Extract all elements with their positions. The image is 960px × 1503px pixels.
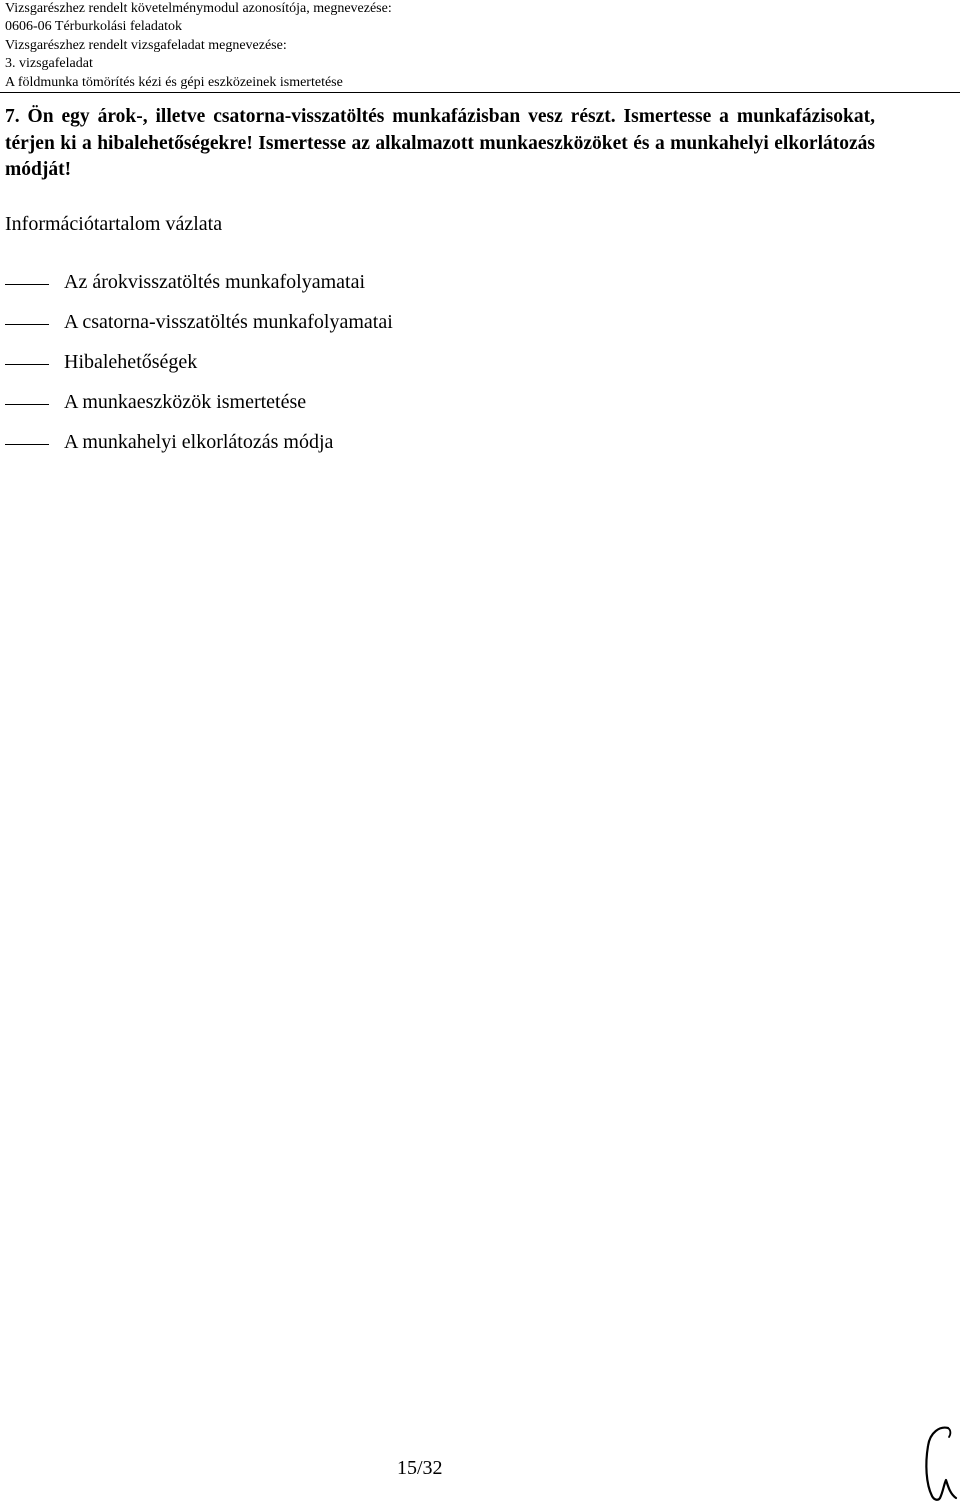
header-module-name: 0606-06 Térburkolási feladatok (5, 19, 183, 35)
dash-bullet-icon (5, 444, 49, 445)
list-item (0, 422, 900, 462)
page-number: 15/32 (397, 1457, 443, 1479)
signature-initial-icon (918, 1424, 960, 1502)
header-task-number: 3. vizsgafeladat (5, 56, 93, 72)
list-item (0, 382, 900, 422)
list-item (0, 342, 900, 382)
list-item-text: Az árokvisszatöltés munkafolyamatai (64, 270, 366, 293)
outline-list (0, 262, 900, 462)
list-item (0, 262, 900, 302)
outline-title: Információtartalom vázlata (5, 213, 223, 235)
document-header (5, 0, 905, 92)
header-task-name: A földmunka tömörítés kézi és gépi eszközeinek ismertetése (5, 74, 343, 90)
list-item-text: A csatorna-visszatöltés munkafolyamatai (64, 310, 393, 333)
header-task-label: Vizsgarészhez rendelt vizsgafeladat megnevezése: (5, 37, 287, 53)
dash-bullet-icon (5, 364, 49, 365)
list-item (0, 302, 900, 342)
dash-bullet-icon (5, 284, 49, 285)
list-item-text: Hibalehetőségek (64, 350, 198, 373)
dash-bullet-icon (5, 404, 49, 405)
list-item-text: A munkahelyi elkorlátozás módja (64, 430, 334, 453)
header-divider (0, 92, 960, 93)
header-module-label: Vizsgarészhez rendelt követelménymodul azonosítója, megnevezése: (5, 1, 392, 16)
dash-bullet-icon (5, 324, 49, 325)
list-item-text: A munkaeszközök ismertetése (64, 390, 307, 413)
question-text: 7. Ön egy árok-, illetve csatorna-visszatöltés munkafázisban vesz részt. Ismertesse a munkafázisokat, térjen ki a hibalehetőségekre! Ismertesse az alkalmazott munkaeszközöket és a munkahelyi elkorlátozás módját! (5, 106, 875, 181)
